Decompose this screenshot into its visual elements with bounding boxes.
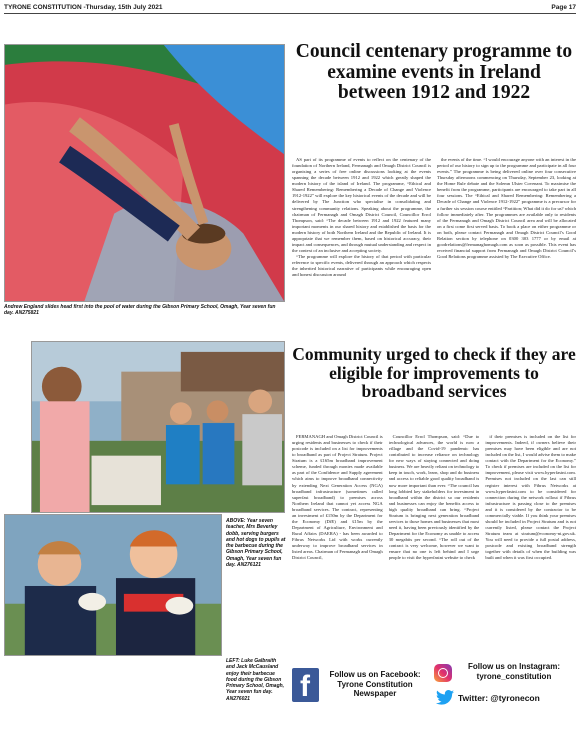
instagram-icon bbox=[434, 664, 452, 682]
caption-boys-barbecue: LEFT: Luke Galbraith and Jack McCausland enjoy their barbecue food during the Gibson Primary School, Omagh, Year seven fun day. AN276021 bbox=[226, 658, 285, 702]
photo-water-slide bbox=[4, 44, 285, 302]
twitter-handle-text: Twitter: @tyronecon bbox=[458, 693, 540, 703]
instagram-follow-text: Follow us on Instagram: tyrone_constitution bbox=[467, 662, 560, 681]
story2-column-3 bbox=[485, 434, 576, 660]
story2-body bbox=[292, 434, 576, 660]
facebook-icon bbox=[292, 668, 319, 702]
photo-boys-barbecue bbox=[4, 514, 222, 656]
story2-column-1 bbox=[292, 434, 383, 660]
story1-paragraph: “The programme will explore the history of that period with particular reference to specific events, delivered through an approach which respects the inherited historical narrative of participants while encouraging open and honest discussion around bbox=[292, 254, 431, 278]
masthead bbox=[4, 2, 576, 14]
story2-paragraph: Councillor Errol Thompson, said: “Due to technological advances, the world is now a village and the Covid-19 pandemic has contributed to increase reliance on technology for new ways of staying connected and doing business. We are heavily reliant on technology to keep in touch, work, learn, shop and do business and access to reliable good quality broadband is now more important than ever. “The council has long lobbied key stakeholders for investment in broadband within the district so our residents and businesses can enjoy the benefits access to high quality broadband can bring. “Project Stratum is bringing next generation broadband services to those homes and businesses that most need it, having been previously identified by the Department for the Economy as unable to access 30 megabits per second. “The roll out of the contract is very welcome, however we want to ensure that no one is left behind and I urge people to visit the hyperfastni website to check bbox=[388, 434, 480, 561]
masthead-publication-date: TYRONE CONSTITUTION -Thursday, 15th July 2021 bbox=[4, 4, 163, 11]
caption-barbecue-teacher: ABOVE: Year seven teacher, Mrs Beverley dobb, serving burgers and hot dogs to pupils at the barbecue during the Gibson Primary School, Omagh, Year seven fun day. AN276121 bbox=[226, 518, 286, 568]
story1-paragraph: AS part of its programme of events to reflect on the centenary of the foundation of Northern Ireland, Fermanagh and Omagh District Council is organising a series of free online discussions looking at the events spanning the decade between 1912 and 1922 which greatly shaped the modern history of the island of Ireland. The programme, “Ethical and Shared Remembering: Remembering a Decade of Change and Violence 1912-1922” will explore the key historical events of the decade and will be delivered by The Junction who specialise in consolidating and strengthening community relations. Speaking about the programme, the chairman of Fermanagh and Omagh District Council, Councillor Errol Thompson, said: “The decade between 1912 and 1922 featured many important moments in our shared history and established the basis for the modern history of both Northern Ireland and the Republic of Ireland. It is appropriate that we remember them, based on historical accuracy, their impact and consequences, and through mutual understanding and respect in the context of an inclusive and accepting society. bbox=[292, 157, 431, 253]
masthead-page-number: Page 17 bbox=[551, 4, 576, 11]
caption-water-slide: Andrew England slides head first into the pool of water during the Gibson Primary School, Omagh, Year seven fun day. AN275821 bbox=[4, 304, 276, 317]
twitter-icon bbox=[436, 690, 454, 705]
story1-column-2 bbox=[437, 157, 576, 335]
story2-paragraph: if their premises is included on the list for improvements. Indeed, if owners believe their premises may have been eligible and are not included on the list, I would advise them to make contact with the Department for the Economy.” To check if premises are included on the list for improvement, please visit www.hyperfastni.com. Premises not included on the last can still register interest with Fibrus Networks at www.hyperfastni.com to be considered for connection during the network rollout if Fibrus infrastructure is passing close to the premises and it is considered by the contractor to be commercially viable. If you think your premises should be included in Project Stratum and is not currently listed, please contact the Project Stratum team at stratum@economy-ni.gov.uk. You will need to provide a full postal address, postcode and existing broadband strength together with details of when the building was built and when it was first occupied. bbox=[485, 434, 577, 561]
photo-barbecue-teacher bbox=[31, 341, 285, 513]
story1-paragraph: the events of the time. “I would encourage anyone with an interest in the period of our history to sign up to the programme and participate in all four events.” The programme is being delivered online over four consecutive Thursday afternoons commencing on Thursday, September 23, looking at the Home Rule debate and the Solemn Ulster Covenant. To maximise the benefit from the programme, participants are encouraged to take part in all four sessions. The “Ethical and Shared Remembering: Remembering a Decade of Change and Violence 1912-1922” programme is a precursor for a further six session course entitled “Partition; What did it do for us? which follow immediately after. The programmes are available only to residents of the Fermanagh and Omagh District Council area and will be allocated on a first come first served basis. To book a place on either programme or on both, please contact Fermanagh and Omagh District Council’s Good Relation section by telephone on 0300 303 1777 or by email at goodrelations@fermanaghomagh.com as soon as possible. This event has received financial support from Fermanagh and Omagh District Council’s Good Relations programme assisted by The Executive Office. bbox=[437, 157, 576, 259]
story1-body bbox=[292, 157, 576, 335]
headline-broadband: Community urged to check if they are eligible for improvements to broadband services bbox=[292, 344, 576, 402]
story1-column-1 bbox=[292, 157, 431, 335]
story2-column-2 bbox=[389, 434, 480, 660]
story2-paragraph: FERMANAGH and Omagh District Council is urging residents and businesses to check if their postcode is included on a list for improvements to broadband as part of Project Stratum. Project Stratum is a £165m broadband improvement scheme, funded through monies made available as part of the Confidence and Supply agreement which aims to improve broadband connectivity by extending Next Generation Access (NGA) broadband infrastructure (sometimes called superfast broadband) to premises across Northern Ireland that cannot yet access NGA broadband services. The contract, representing an investment of £150m by the Department for the Economy (DfE) and £15m by the Department of Agriculture, Environment and Rural Affairs (DAERA) - has been awarded to Fibrus Networks Ltd with works currently underway to improve broadband services in listed areas. Chairman of Fermanagh and Omagh District Council, bbox=[292, 434, 383, 561]
facebook-follow-text: Follow us on Facebook: Tyrone Constitution Newspaper bbox=[329, 670, 421, 699]
headline-council-centenary: Council centenary programme to examine events in Ireland between 1912 and 1922 bbox=[295, 41, 573, 104]
